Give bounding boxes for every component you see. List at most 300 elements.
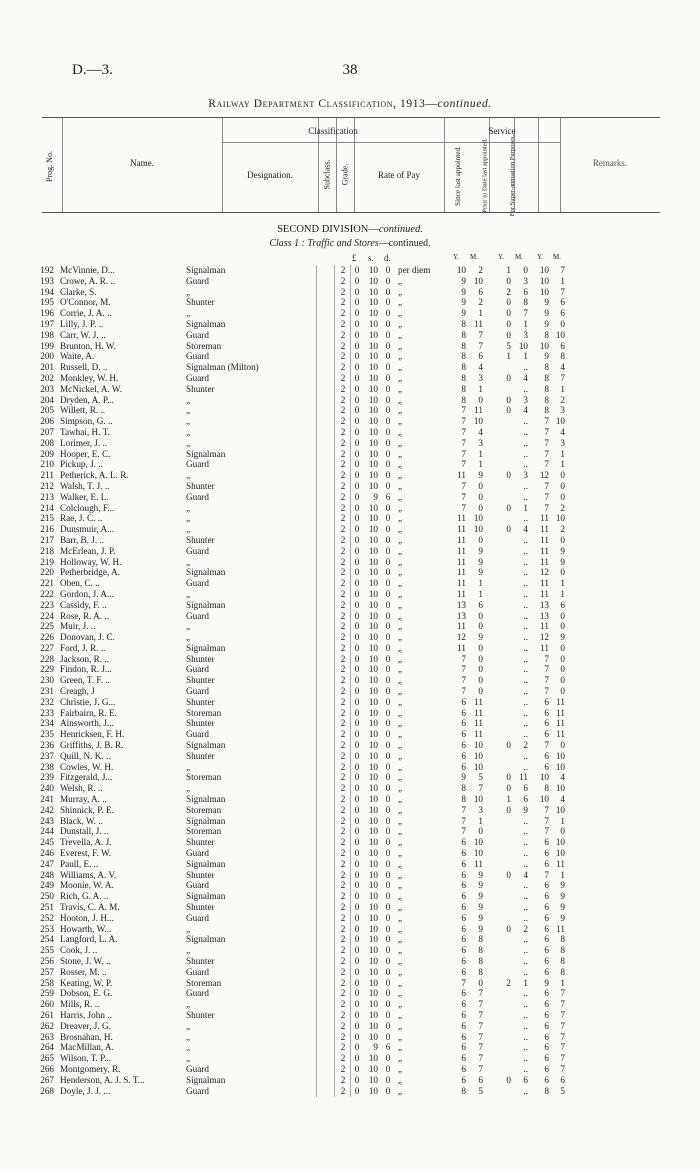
cell-name: Green, T. F. .. (60, 675, 110, 686)
cell-super-years: 7 (544, 804, 549, 815)
cell-super-years: 9 (544, 297, 549, 308)
cell-prog-no: 251 (40, 902, 54, 913)
cell-grade: 2 (340, 826, 346, 837)
cell-prior-months: .. (523, 1031, 528, 1042)
cell-grade: 2 (340, 804, 346, 815)
cell-super-years: 6 (544, 1042, 549, 1053)
cell-shillings: 10 (368, 783, 378, 794)
cell-shillings: 10 (368, 610, 378, 621)
cell-since-months: 9 (478, 923, 483, 934)
cell-since-years: 6 (461, 1074, 466, 1085)
cell-grade: 2 (340, 632, 346, 643)
cell-pounds: 0 (354, 696, 360, 707)
cell-prog-no: 194 (40, 286, 54, 297)
cell-prior-months: .. (523, 1085, 528, 1096)
cell-pay-period: „ (398, 1085, 403, 1096)
cell-shillings: 10 (368, 912, 378, 923)
cell-super-years: 12 (539, 470, 549, 481)
cell-grade: 2 (340, 761, 346, 772)
table-row (0, 675, 700, 686)
cell-prior-months: 8 (523, 297, 528, 308)
cell-super-years: 11 (540, 513, 549, 524)
cell-name: Russell, D. .. (60, 362, 108, 373)
cell-since-years: 8 (461, 394, 466, 405)
cell-prior-years: 0 (506, 275, 511, 286)
cell-pounds: 0 (354, 1009, 360, 1020)
cell-grade: 2 (340, 664, 346, 675)
cell-shillings: 10 (368, 923, 378, 934)
cell-grade: 2 (340, 534, 346, 545)
cell-designation: Storeman (186, 804, 222, 815)
cell-prior-years: 2 (506, 977, 511, 988)
cell-pence: 0 (385, 718, 391, 729)
header-designation: Designation. (247, 170, 293, 180)
cell-pounds: 0 (354, 966, 360, 977)
cell-pay-period: „ (398, 945, 403, 956)
cell-super-years: 7 (544, 826, 549, 837)
cell-super-months: 1 (560, 448, 565, 459)
cell-super-years: 6 (544, 880, 549, 891)
cell-designation: „ (186, 999, 191, 1010)
cell-prior-months: .. (523, 599, 528, 610)
cell-designation: Storeman (186, 826, 222, 837)
cell-shillings: 10 (368, 372, 378, 383)
cell-prog-no: 199 (40, 340, 54, 351)
cell-prior-months: .. (523, 999, 528, 1010)
cell-super-years: 7 (544, 675, 549, 686)
cell-pence: 0 (385, 578, 391, 589)
cell-prior-years: 0 (506, 394, 511, 405)
table-row (0, 470, 700, 481)
cell-pay-period: „ (398, 340, 403, 351)
cell-name: Brosnahan, H. (60, 1031, 113, 1042)
cell-prior-months: 7 (523, 308, 528, 319)
cell-pay-period: „ (398, 405, 403, 416)
cell-prog-no: 192 (40, 265, 54, 275)
cell-super-months: 0 (560, 534, 565, 545)
cell-pay-period: „ (398, 1063, 403, 1074)
cell-designation: Guard (186, 729, 209, 740)
cell-super-years: 6 (544, 718, 549, 729)
cell-super-years: 6 (544, 696, 549, 707)
cell-pay-period: „ (398, 891, 403, 902)
cell-pay-period: „ (398, 1074, 403, 1085)
cell-prog-no: 245 (40, 837, 54, 848)
cell-designation: „ (186, 621, 191, 632)
cell-designation: Signalman (186, 858, 226, 869)
cell-name: O'Connor, M. (60, 297, 111, 308)
cell-super-months: 0 (560, 567, 565, 578)
cell-since-years: 6 (461, 718, 466, 729)
table-row (0, 427, 700, 438)
cell-pounds: 0 (354, 686, 360, 697)
cell-grade: 2 (340, 426, 346, 437)
cell-since-months: 10 (473, 837, 483, 848)
cell-super-months: 6 (560, 599, 565, 610)
cell-since-months: 6 (478, 286, 483, 297)
cell-prior-months: .. (523, 545, 528, 556)
cell-shillings: 10 (368, 297, 378, 308)
cell-designation: „ (186, 588, 191, 599)
cell-pence: 0 (385, 740, 391, 751)
cell-pay-period: „ (398, 394, 403, 405)
cell-prog-no: 232 (40, 696, 54, 707)
cell-since-months: 7 (478, 1053, 483, 1064)
cell-pay-period: „ (398, 675, 403, 686)
cell-shillings: 10 (368, 902, 378, 913)
cell-pounds: 0 (354, 729, 360, 740)
cell-super-years: 11 (540, 545, 549, 556)
cell-super-years: 6 (544, 1063, 549, 1074)
cell-super-months: 0 (560, 480, 565, 491)
cell-designation: „ (186, 416, 191, 427)
cell-since-years: 6 (461, 891, 466, 902)
cell-since-months: 3 (478, 372, 483, 383)
cell-since-years: 11 (457, 524, 466, 535)
cell-since-months: 7 (478, 340, 483, 351)
cell-since-years: 7 (461, 502, 466, 513)
cell-super-months: 5 (560, 1085, 565, 1096)
cell-pence: 0 (385, 977, 391, 988)
cell-pounds: 0 (354, 286, 360, 297)
cell-pence: 0 (385, 783, 391, 794)
cell-super-years: 6 (544, 707, 549, 718)
cell-prog-no: 214 (40, 502, 54, 513)
cell-prior-months: .. (523, 988, 528, 999)
table-row (0, 492, 700, 503)
cell-pounds: 0 (354, 718, 360, 729)
cell-shillings: 10 (368, 459, 378, 470)
cell-name: Jackson, R. .. (60, 653, 109, 664)
cell-grade: 2 (340, 642, 346, 653)
cell-name: Carr, W. J. .. (60, 329, 106, 340)
class-title (0, 238, 700, 249)
cell-prior-years: 1 (506, 265, 511, 275)
cell-super-months: 1 (560, 869, 565, 880)
cell-name: Keating, W. P. (60, 977, 113, 988)
cell-pounds: 0 (354, 480, 360, 491)
cell-name: Trevella, A. J. (60, 837, 112, 848)
cell-shillings: 10 (368, 513, 378, 524)
cell-prog-no: 208 (40, 437, 54, 448)
cell-since-months: 1 (478, 448, 483, 459)
cell-pay-period: „ (398, 653, 403, 664)
cell-shillings: 9 (373, 1042, 378, 1053)
cell-pence: 0 (385, 794, 391, 805)
cell-since-months: 9 (478, 880, 483, 891)
cell-grade: 2 (340, 416, 346, 427)
title-text: Railway Department Classification, (208, 98, 397, 110)
cell-since-months: 7 (478, 1042, 483, 1053)
cell-prior-months: .. (523, 416, 528, 427)
cell-pence: 0 (385, 750, 391, 761)
cell-grade: 2 (340, 1009, 346, 1020)
cell-shillings: 10 (368, 621, 378, 632)
cell-super-years: 7 (544, 664, 549, 675)
table-row (0, 783, 700, 794)
cell-pence: 0 (385, 459, 391, 470)
cell-designation: Guard (186, 966, 209, 977)
cell-prior-months: 3 (523, 275, 528, 286)
cell-prior-months: .. (523, 891, 528, 902)
cell-shillings: 10 (368, 761, 378, 772)
cell-designation: „ (186, 513, 191, 524)
cell-since-years: 8 (461, 362, 466, 373)
cell-super-months: 0 (560, 470, 565, 481)
cell-name: McErlean, J. P. (60, 545, 116, 556)
cell-pounds: 0 (354, 632, 360, 643)
table-row (0, 449, 700, 460)
title-continued: continued. (437, 98, 492, 110)
cell-pounds: 0 (354, 664, 360, 675)
cell-prog-no: 243 (40, 815, 54, 826)
cell-shillings: 10 (368, 945, 378, 956)
cell-name: Henricksen, F. H. (60, 729, 125, 740)
cell-since-months: 2 (478, 297, 483, 308)
cell-grade: 2 (340, 545, 346, 556)
cell-since-months: 4 (478, 426, 483, 437)
cell-super-months: 2 (560, 524, 565, 535)
cell-pounds: 0 (354, 750, 360, 761)
cell-pay-period: per diem (398, 265, 431, 275)
cell-prior-months: .. (523, 815, 528, 826)
cell-name: Colclough, F... (60, 502, 115, 513)
cell-since-months: 0 (478, 664, 483, 675)
cell-grade: 2 (340, 405, 346, 416)
cell-super-months: 7 (560, 999, 565, 1010)
cell-prog-no: 227 (40, 642, 54, 653)
cell-super-years: 6 (544, 902, 549, 913)
cell-super-years: 6 (544, 848, 549, 859)
cell-since-years: 7 (461, 826, 466, 837)
cell-pence: 0 (385, 848, 391, 859)
table-row (0, 837, 700, 848)
cell-super-years: 6 (544, 912, 549, 923)
cell-prog-no: 209 (40, 448, 54, 459)
cell-since-years: 7 (461, 664, 466, 675)
cell-grade: 2 (340, 794, 346, 805)
cell-pay-period: „ (398, 848, 403, 859)
cell-super-years: 6 (544, 999, 549, 1010)
cell-since-months: 5 (478, 1085, 483, 1096)
cell-super-months: 2 (560, 502, 565, 513)
cell-since-years: 13 (456, 610, 466, 621)
cell-super-years: 10 (539, 275, 549, 286)
table-row (0, 945, 700, 956)
cell-prior-months: .. (523, 459, 528, 470)
cell-grade: 2 (340, 1020, 346, 1031)
cell-since-months: 0 (478, 502, 483, 513)
cell-prog-no: 218 (40, 545, 54, 556)
cell-designation: „ (186, 945, 191, 956)
cell-name: Stone, J. W. .. (60, 956, 111, 966)
cell-grade: 2 (340, 394, 346, 405)
cell-since-years: 7 (461, 653, 466, 664)
cell-super-months: 7 (560, 286, 565, 297)
cell-pounds: 0 (354, 524, 360, 535)
cell-since-months: 8 (478, 966, 483, 977)
cell-super-months: 11 (556, 858, 565, 869)
cell-pence: 0 (385, 513, 391, 524)
cell-super-years: 12 (539, 632, 549, 643)
header-prog-no: Prog. No. (44, 151, 54, 182)
cell-name: Shinnick, P. E. (60, 804, 114, 815)
cell-since-months: 9 (478, 567, 483, 578)
cell-pence: 0 (385, 372, 391, 383)
cell-since-years: 6 (461, 1031, 466, 1042)
cell-designation: „ (186, 286, 191, 297)
cell-name: Dryden, A. P... (60, 394, 114, 405)
cell-grade: 2 (340, 599, 346, 610)
cell-pay-period: „ (398, 642, 403, 653)
cell-since-years: 8 (461, 351, 466, 362)
cell-designation: Guard (186, 664, 209, 675)
cell-shillings: 10 (368, 567, 378, 578)
cell-pence: 0 (385, 383, 391, 394)
staff-table (0, 265, 700, 1096)
cell-prior-months: .. (523, 642, 528, 653)
cell-since-years: 7 (461, 491, 466, 502)
cell-since-years: 6 (461, 1042, 466, 1053)
cell-pay-period: „ (398, 567, 403, 578)
table-row (0, 913, 700, 924)
cell-prior-years: 5 (506, 340, 511, 351)
cell-prior-months: .. (523, 837, 528, 848)
cell-pence: 0 (385, 318, 391, 329)
cell-prog-no: 265 (40, 1053, 54, 1064)
cell-pounds: 0 (354, 297, 360, 308)
cell-super-months: 10 (555, 329, 565, 340)
cell-name: Tawhai, H. T. (60, 426, 110, 437)
table-row (0, 330, 700, 341)
cell-name: Langford, L. A. (60, 934, 118, 945)
cell-since-months: 7 (478, 988, 483, 999)
table-row (0, 503, 700, 514)
cell-pence: 0 (385, 880, 391, 891)
cell-pounds: 0 (354, 394, 360, 405)
cell-designation: Guard (186, 275, 209, 286)
cell-designation: Shunter (186, 1009, 215, 1020)
cell-since-months: 9 (478, 470, 483, 481)
cell-prior-years: 0 (506, 524, 511, 535)
cell-super-months: 10 (555, 804, 565, 815)
cell-since-years: 9 (461, 772, 466, 783)
table-row (0, 988, 700, 999)
cell-prior-years: 0 (506, 804, 511, 815)
cell-super-years: 9 (544, 318, 549, 329)
table-row (0, 956, 700, 967)
cell-pay-period: „ (398, 1009, 403, 1020)
cell-prior-months: .. (523, 556, 528, 567)
cell-designation: Signalman (186, 448, 226, 459)
cell-designation: Shunter (186, 837, 215, 848)
cell-grade: 2 (340, 351, 346, 362)
cell-prog-no: 222 (40, 588, 54, 599)
cell-prior-months: .. (523, 945, 528, 956)
cell-since-months: 0 (478, 610, 483, 621)
cell-pay-period: „ (398, 459, 403, 470)
cell-name: Monkley, W. H. (60, 372, 119, 383)
cell-pay-period: „ (398, 534, 403, 545)
cell-prog-no: 219 (40, 556, 54, 567)
cell-super-months: 7 (560, 1063, 565, 1074)
table-row (0, 891, 700, 902)
cell-since-years: 7 (461, 416, 466, 427)
table-row (0, 999, 700, 1010)
cell-super-years: 6 (544, 858, 549, 869)
unit-pence: d. (384, 253, 391, 263)
cell-super-months: 11 (556, 729, 565, 740)
unit-prior-months: M. (515, 253, 523, 261)
cell-prior-months: .. (523, 675, 528, 686)
cell-name: Hooper, E. C. (60, 448, 111, 459)
cell-shillings: 10 (368, 286, 378, 297)
cell-name: MacMillan, A. (60, 1042, 114, 1053)
cell-since-years: 6 (461, 837, 466, 848)
cell-grade: 2 (340, 1053, 346, 1064)
table-row (0, 513, 700, 524)
cell-designation: „ (186, 632, 191, 643)
cell-shillings: 10 (368, 642, 378, 653)
cell-pence: 6 (385, 1042, 391, 1053)
cell-designation: Shunter (186, 696, 215, 707)
cell-prior-months: 0 (523, 265, 528, 275)
cell-pounds: 0 (354, 265, 360, 275)
cell-since-months: 0 (478, 394, 483, 405)
cell-pence: 0 (385, 664, 391, 675)
cell-super-months: 11 (556, 707, 565, 718)
cell-shillings: 10 (368, 416, 378, 427)
table-row (0, 880, 700, 891)
cell-super-years: 7 (544, 653, 549, 664)
cell-pence: 0 (385, 826, 391, 837)
cell-grade: 2 (340, 891, 346, 902)
cell-pounds: 0 (354, 977, 360, 988)
cell-super-months: 1 (560, 578, 565, 589)
cell-name: Wilson, T. P... (60, 1053, 112, 1064)
cell-pay-period: „ (398, 934, 403, 945)
cell-since-months: 9 (478, 912, 483, 923)
cell-prog-no: 231 (40, 686, 54, 697)
header-grade: Grade. (340, 163, 350, 186)
cell-super-years: 7 (544, 491, 549, 502)
table-row (0, 384, 700, 395)
cell-designation: Guard (186, 329, 209, 340)
table-row (0, 1086, 700, 1097)
cell-designation: Guard (186, 578, 209, 589)
cell-grade: 2 (340, 308, 346, 319)
cell-name: Henderson, A. J. S. T... (60, 1074, 145, 1085)
cell-designation: Guard (186, 880, 209, 891)
table-row (0, 416, 700, 427)
cell-name: Walsh, T. J. .. (60, 480, 110, 491)
header-service: Service (488, 126, 516, 136)
cell-prior-months: 4 (523, 372, 528, 383)
cell-pay-period: „ (398, 437, 403, 448)
cell-since-years: 11 (457, 513, 466, 524)
cell-shillings: 10 (368, 448, 378, 459)
cell-shillings: 10 (368, 275, 378, 286)
cell-pounds: 0 (354, 329, 360, 340)
cell-grade: 2 (340, 1074, 346, 1085)
cell-designation: Guard (186, 459, 209, 470)
cell-prior-months: .. (523, 826, 528, 837)
cell-prior-months: .. (523, 729, 528, 740)
cell-since-years: 7 (461, 459, 466, 470)
cell-pence: 0 (385, 275, 391, 286)
table-row (0, 718, 700, 729)
cell-name: Gordon, J. A... (60, 588, 114, 599)
